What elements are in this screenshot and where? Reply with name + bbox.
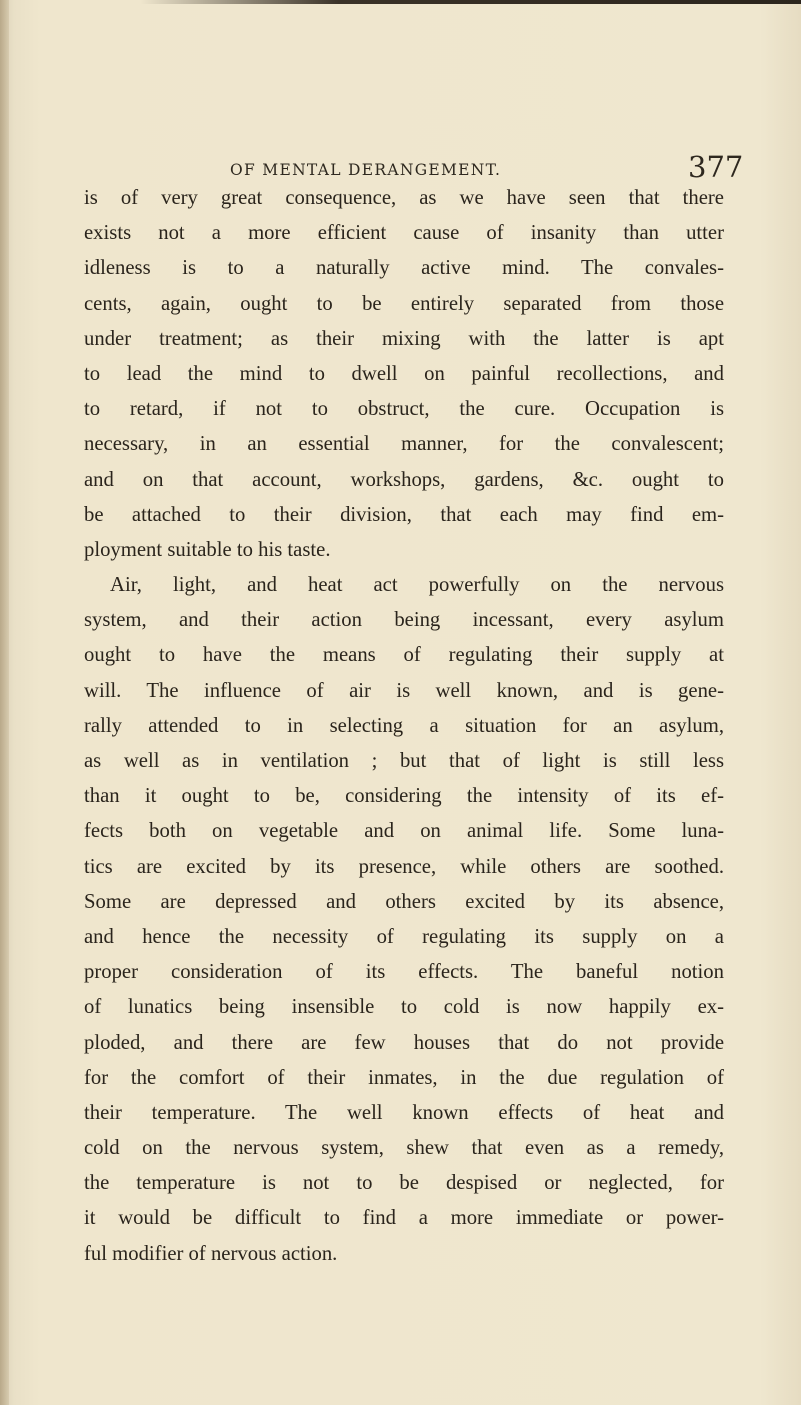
text-line: Some are depressed and others excited by its absence,	[84, 890, 724, 913]
text-line: Air, light, and heat act powerfully on the nervous	[110, 574, 724, 597]
text-line: cents, again, ought to be entirely separated from those	[84, 292, 724, 315]
text-line: the temperature is not to be despised or neglected, for	[84, 1172, 724, 1195]
text-line: as well as in ventilation ; but that of light is still less	[84, 750, 724, 772]
text-line: will. The influence of air is well known, and is gene-	[84, 679, 724, 702]
running-head: OF MENTAL DERANGEMENT.	[230, 161, 502, 179]
text-line: system, and their action being incessant, every asylum	[84, 609, 724, 632]
text-line: ful modifier of nervous action.	[84, 1242, 338, 1265]
page-number: 377	[688, 150, 744, 184]
text-line: cold on the nervous system, shew that even as a remedy,	[84, 1137, 724, 1160]
text-line: proper consideration of its effects. The baneful notion	[84, 961, 724, 984]
text-line: tics are excited by its presence, while others are soothed.	[84, 855, 724, 878]
text-line: is of very great consequence, as we have seen that there	[84, 187, 724, 209]
text-line: of lunatics being insensible to cold is now happily ex-	[84, 996, 724, 1019]
text-line: under treatment; as their mixing with the latter is apt	[84, 327, 724, 350]
text-line: to lead the mind to dwell on painful recollections, and	[84, 362, 724, 385]
text-line: and on that account, workshops, gardens, &c. ought to	[84, 468, 724, 491]
text-line: for the comfort of their inmates, in the due regulation of	[84, 1066, 724, 1089]
text-line: ployment suitable to his taste.	[84, 538, 331, 561]
text-line: exists not a more efficient cause of insanity than utter	[84, 222, 724, 245]
body-text	[84, 181, 724, 1272]
text-line: necessary, in an essential manner, for the convalescent;	[84, 433, 724, 456]
text-line: rally attended to in selecting a situation for an asylum,	[84, 714, 724, 737]
text-line: ought to have the means of regulating their supply at	[84, 644, 724, 667]
text-line: and hence the necessity of regulating its supply on a	[84, 925, 724, 948]
text-line: than it ought to be, considering the intensity of its ef-	[84, 785, 724, 808]
text-line: it would be difficult to find a more immediate or power-	[84, 1207, 724, 1230]
text-line: idleness is to a naturally active mind. The convales-	[84, 257, 724, 280]
text-line: fects both on vegetable and on animal life. Some luna-	[84, 820, 724, 843]
text-line: their temperature. The well known effects of heat and	[84, 1101, 724, 1124]
text-line: to retard, if not to obstruct, the cure. Occupation is	[84, 398, 724, 421]
page-top-edge	[140, 0, 801, 4]
text-line: be attached to their division, that each may find em-	[84, 503, 724, 526]
text-line: ploded, and there are few houses that do not provide	[84, 1031, 724, 1054]
page-binding-edge	[0, 0, 9, 1405]
